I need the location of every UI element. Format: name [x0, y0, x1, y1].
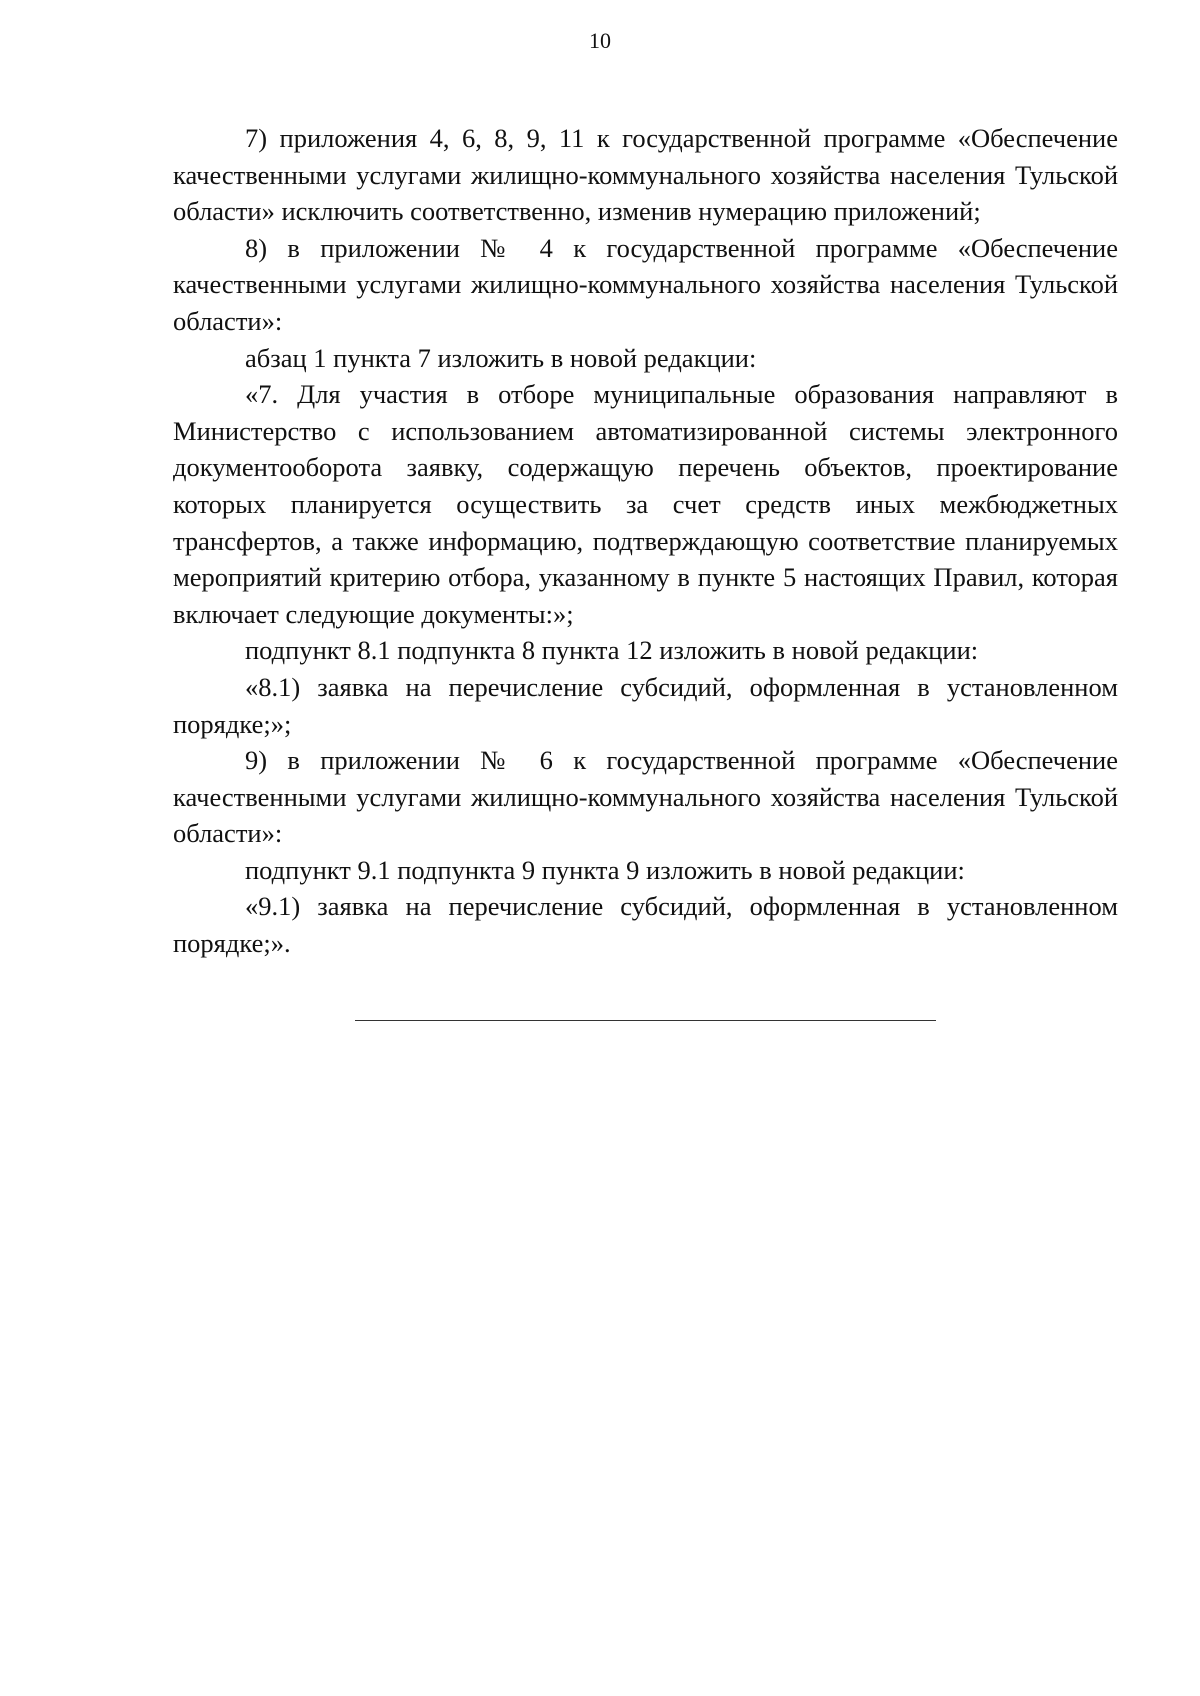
paragraph-subclause-9-1-text: «9.1) заявка на перечисление субсидий, оформленная в установленном порядке;».	[173, 891, 1118, 959]
page-number: 10	[589, 28, 611, 53]
paragraph-subclause-8-1-text: «8.1) заявка на перечисление субсидий, оформленная в установленном порядке;»;	[173, 671, 1118, 739]
paragraph-clause-7-text: «7. Для участия в отборе муниципальные образования направляют в Министерство с использованием автоматизированной системы электронного документооборота заявку, содержащую перечень объектов, проектирование которых планируется осуществить за счет средств иных межбюджетных трансфертов, а также информацию, подтверждающую соответствие планируемых мероприятий критерию отбора, указанному в пункте 5 настоящих Правил, которая включает следующие документы:»;	[173, 379, 1118, 629]
paragraph-amend-clause-7: абзац 1 пункта 7 изложить в новой редакции:	[245, 342, 757, 373]
paragraph-item-7-appendices: 7) приложения 4, 6, 8, 9, 11 к государственной программе «Обеспечение качественными услугами жилищно-коммунального хозяйства населения Тульской области» исключить соответственно, изменив нумерацию приложений;	[173, 123, 1118, 227]
paragraph-item-8-appendix-4: 8) в приложении № 4 к государственной программе «Обеспечение качественными услугами жилищно-коммунального хозяйства населения Тульской области»:	[173, 232, 1118, 336]
paragraph-amend-subclause-9-1: подпункт 9.1 подпункта 9 пункта 9 изложить в новой редакции:	[245, 854, 965, 885]
paragraph-amend-subclause-8-1: подпункт 8.1 подпункта 8 пункта 12 изложить в новой редакции:	[245, 635, 979, 666]
closing-divider-line	[355, 1020, 936, 1021]
paragraph-item-9-appendix-6: 9) в приложении № 6 к государственной программе «Обеспечение качественными услугами жилищно-коммунального хозяйства населения Тульской области»:	[173, 745, 1118, 849]
document-body	[173, 120, 1118, 962]
